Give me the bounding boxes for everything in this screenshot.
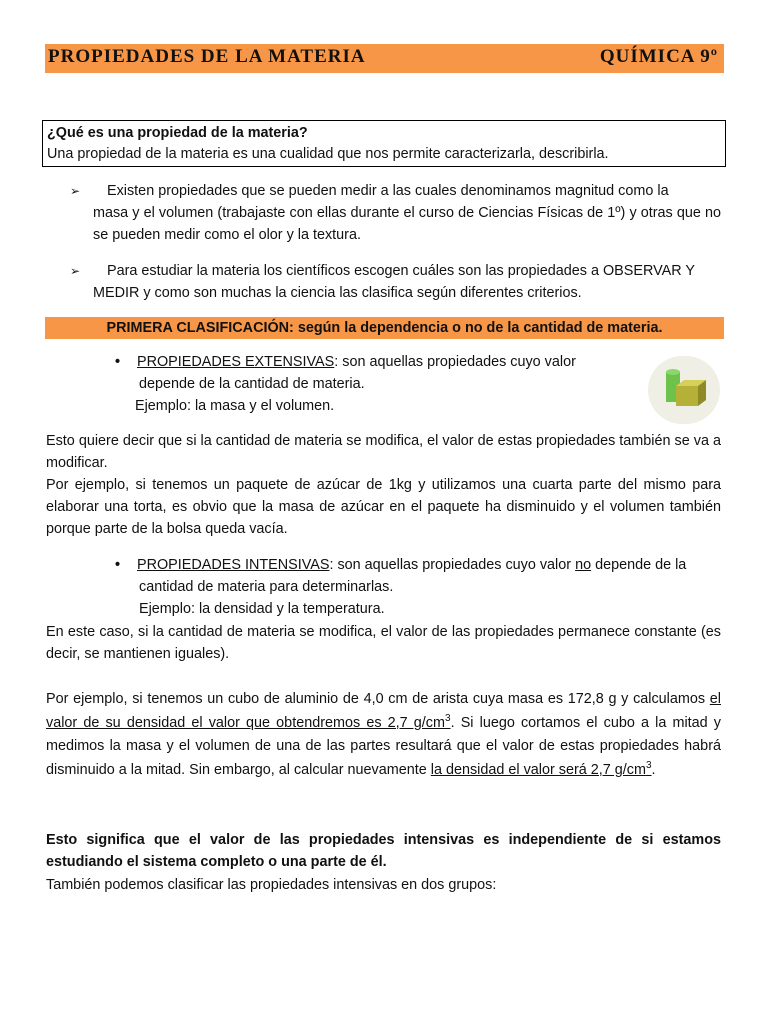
- bullet-text-rest: MEDIR y como son muchas la ciencia las clasifica según diferentes criterios.: [93, 285, 582, 301]
- definition-question: ¿Qué es una propiedad de la materia?: [47, 125, 308, 141]
- bullet-measurable-properties: [70, 180, 721, 246]
- final-line: También podemos clasificar las propiedades intensivas en dos grupos:: [46, 877, 497, 893]
- intensive-definition-cont: cantidad de materia para determinarlas.: [139, 579, 394, 595]
- document-title: PROPIEDADES DE LA MATERIA: [48, 46, 366, 67]
- bullet-observe-measure: [70, 260, 721, 304]
- definition-answer: Una propiedad de la materia es una cualidad que nos permite caracterizarla, describirla.: [47, 146, 609, 162]
- dot-bullet-icon: •: [115, 557, 121, 573]
- intensive-properties-item: [115, 554, 721, 620]
- paragraph-extensive-1: Esto quiere decir que si la cantidad de materia se modifica, el valor de estas propiedades también se va a modificar.: [46, 433, 721, 471]
- arrow-bullet-icon: ➢: [70, 264, 81, 278]
- dot-bullet-icon: •: [115, 354, 121, 370]
- density-result-2: [430, 759, 652, 778]
- subject-label: QUÍMICA 9º: [599, 46, 718, 67]
- conclusion-paragraph: Esto significa que el valor de las propiedades intensivas es independiente de si estamos estudiando el sistema completo o una parte de él.: [46, 832, 721, 870]
- bullet-text-rest: masa y el volumen (trabajaste con ellas durante el curso de Ciencias Físicas de 1º) y otras que no se pueden medir como el olor y la textura.: [93, 205, 721, 243]
- extensive-properties-item: [115, 351, 637, 417]
- intensive-definition-b: depende de la: [591, 557, 687, 573]
- density-exponent-1: 3: [445, 712, 451, 724]
- density-text-2: la densidad el valor será 2,7 g/cm: [430, 761, 646, 778]
- extensive-definition: : son aquellas propiedades cuyo valor: [334, 354, 576, 370]
- definition-box: [42, 120, 726, 167]
- intensive-definition-no: no: [575, 557, 592, 573]
- intensive-example: Ejemplo: la densidad y la temperatura.: [139, 601, 385, 617]
- arrow-bullet-icon: ➢: [70, 184, 81, 198]
- density-exponent-2: 3: [645, 759, 652, 771]
- section-heading: PRIMERA CLASIFICACIÓN: según la dependencia o no de la cantidad de materia.: [45, 317, 724, 339]
- paragraph-text: Por ejemplo, si tenemos un cubo de aluminio de 4,0 cm de arista cuya masa es 172,8 g y calculamos: [46, 691, 710, 707]
- bullet-text-line1: Para estudiar la materia los científicos escogen cuáles son las propiedades a OBSERVAR Y: [107, 263, 695, 279]
- extensive-definition-cont: depende de la cantidad de materia.: [139, 376, 365, 392]
- paragraph-text: .: [651, 761, 656, 778]
- intensive-definition-a: : son aquellas propiedades cuyo valor: [329, 557, 576, 573]
- paragraph-intensive-1: En este caso, si la cantidad de materia se modifica, el valor de las propiedades permanece constante (es decir, se mantienen iguales).: [46, 624, 721, 662]
- density-text-1: el valor de su densidad el valor que obtendremos es 2,7 g/cm: [46, 691, 721, 731]
- header-banner: [45, 44, 724, 73]
- paragraph-intensive-2: [46, 688, 721, 782]
- extensive-term: PROPIEDADES EXTENSIVAS: [137, 354, 335, 370]
- paragraph-extensive-2: Por ejemplo, si tenemos un paquete de azúcar de 1kg y utilizamos una cuarta parte del mismo para elaborar una torta, es obvio que la masa de azúcar en el paquete ha disminuido y el volumen también porque parte de la bolsa queda vacía.: [46, 477, 721, 537]
- cube-cylinder-icon: [648, 356, 720, 424]
- intensive-term: PROPIEDADES INTENSIVAS: [137, 557, 330, 573]
- extensive-example: Ejemplo: la masa y el volumen.: [135, 398, 335, 414]
- paragraph-text: . Si luego cortamos el cubo a la mitad y medimos la masa y el volumen de una de las partes resultará que el valor de estas propiedades habrá disminuido a la mitad. Sin embargo, al calcular nuevamente: [46, 714, 721, 778]
- bullet-text-line1: Existen propiedades que se pueden medir a las cuales denominamos magnitud como la: [107, 183, 669, 199]
